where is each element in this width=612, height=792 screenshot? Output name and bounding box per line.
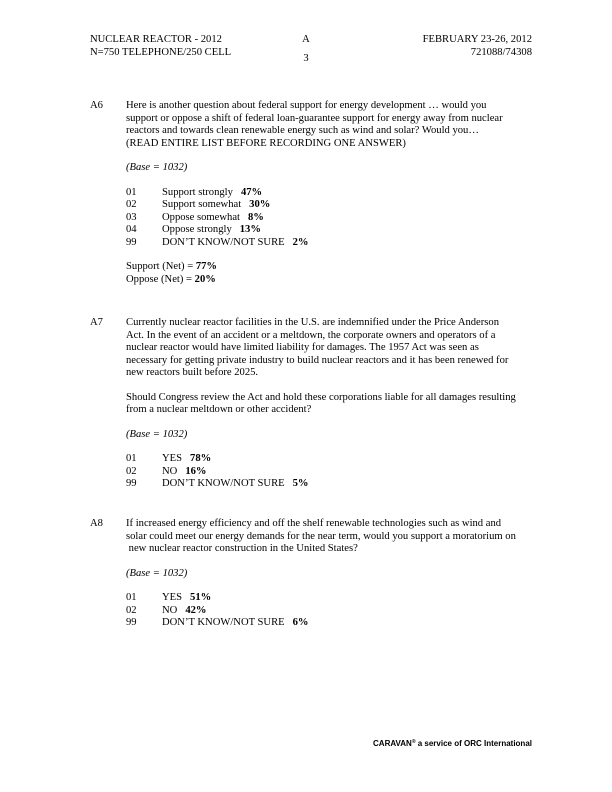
response-label: YES xyxy=(162,592,183,603)
response-row xyxy=(126,605,534,618)
response-row xyxy=(126,592,534,605)
interviewer-instruction: (READ ENTIRE LIST BEFORE RECORDING ONE ANSWER) xyxy=(126,137,406,149)
sample-size: N=750 TELEPHONE/250 CELL xyxy=(90,46,232,58)
survey-date: FEBRUARY 23-26, 2012 xyxy=(422,34,532,45)
response-label: Oppose somewhat xyxy=(162,211,240,223)
base-note: (Base = 1032) xyxy=(126,162,188,173)
net-label: Support (Net) = xyxy=(126,261,196,272)
response-row xyxy=(126,199,534,212)
response-row xyxy=(126,212,534,225)
response-code: 99 xyxy=(126,617,137,628)
response-row xyxy=(126,466,534,479)
response-row xyxy=(126,453,534,466)
page-number: 3 xyxy=(303,52,309,64)
question-number: A7 xyxy=(90,317,103,328)
response-list xyxy=(126,592,534,630)
net-row xyxy=(126,261,534,274)
response-percent: 6% xyxy=(292,617,309,628)
registered-mark: ® xyxy=(411,739,416,745)
base-note: (Base = 1032) xyxy=(126,567,188,579)
response-code: 02 xyxy=(126,199,137,210)
response-label: NO xyxy=(162,465,178,477)
question-text-line: new nuclear reactor construction in the United States? xyxy=(126,543,358,554)
response-row xyxy=(126,617,534,630)
net-row xyxy=(126,274,534,287)
response-percent: 16% xyxy=(185,465,207,477)
response-percent: 51% xyxy=(190,592,212,603)
response-code: 99 xyxy=(126,478,137,489)
question-a6 xyxy=(126,100,534,286)
question-text-line: Should Congress review the Act and hold these corporations liable for all damages resulting xyxy=(126,391,516,403)
question-text-line: reactors and towards clean renewable energy such as wind and solar? Would you… xyxy=(126,125,479,136)
response-list xyxy=(126,453,534,491)
response-percent: 8% xyxy=(247,211,264,223)
response-row xyxy=(126,237,534,250)
question-text-line: support or oppose a shift of federal loan-guarantee support for energy away from nuclear xyxy=(126,112,503,124)
question-number: A8 xyxy=(90,518,103,529)
job-number: 721088/74308 xyxy=(470,46,532,58)
response-code: 02 xyxy=(126,604,137,616)
response-code: 04 xyxy=(126,224,137,235)
base-note: (Base = 1032) xyxy=(126,428,188,440)
response-code: 99 xyxy=(126,236,137,248)
response-label: Support strongly xyxy=(162,186,233,198)
response-label: DON’T KNOW/NOT SURE xyxy=(162,617,285,628)
footer-brand xyxy=(373,738,532,751)
response-row xyxy=(126,478,534,491)
response-label: Support somewhat xyxy=(162,199,242,210)
brand-name: CARAVAN xyxy=(373,739,412,748)
response-percent: 5% xyxy=(292,478,309,489)
response-percent: 78% xyxy=(190,453,212,464)
response-code: 01 xyxy=(126,186,137,198)
response-percent: 30% xyxy=(249,199,271,210)
question-text-line: necessary for getting private industry to build nuclear reactors and it has been renewed for xyxy=(126,354,509,366)
response-row xyxy=(126,224,534,237)
question-a8 xyxy=(126,518,534,630)
question-text-line: Currently nuclear reactor facilities in the U.S. are indemnified under the Price Anderson xyxy=(126,317,500,328)
question-text-line: nuclear reactor would have limited liability for damages. The 1957 Act was seen as xyxy=(126,342,479,353)
section-letter: A xyxy=(302,34,310,45)
net-summary xyxy=(126,261,534,286)
question-prompt xyxy=(126,392,534,417)
response-label: NO xyxy=(162,604,178,616)
question-text-line: new reactors built before 2025. xyxy=(126,367,259,378)
question-text-line: from a nuclear meltdown or other accident? xyxy=(126,404,312,415)
question-text-line: Act. In the event of an accident or a meltdown, the corporate owners and operators of a xyxy=(126,329,496,341)
question-text-line: If increased energy efficiency and off the shelf renewable technologies such as wind and xyxy=(126,518,502,529)
net-value: 20% xyxy=(194,273,216,285)
response-label: DON’T KNOW/NOT SURE xyxy=(162,478,285,489)
response-code: 02 xyxy=(126,465,137,477)
response-percent: 2% xyxy=(292,236,309,248)
response-code: 03 xyxy=(126,211,137,223)
survey-title: NUCLEAR REACTOR - 2012 xyxy=(90,34,222,45)
question-number: A6 xyxy=(90,100,103,111)
response-code: 01 xyxy=(126,453,137,464)
response-percent: 13% xyxy=(239,224,261,235)
response-label: YES xyxy=(162,453,183,464)
question-a7 xyxy=(126,317,534,491)
response-percent: 47% xyxy=(240,186,263,198)
response-label: DON’T KNOW/NOT SURE xyxy=(162,236,285,248)
net-value: 77% xyxy=(195,261,218,272)
response-label: Oppose strongly xyxy=(162,224,232,235)
response-percent: 42% xyxy=(185,604,207,616)
question-text-line: Here is another question about federal support for energy development … would you xyxy=(126,100,487,111)
net-label: Oppose (Net) = xyxy=(126,273,195,285)
brand-tagline: a service of ORC International xyxy=(415,739,532,748)
header-right xyxy=(423,34,532,59)
response-list xyxy=(126,187,534,250)
response-row xyxy=(126,187,534,200)
response-code: 01 xyxy=(126,592,137,603)
question-text-line: solar could meet our energy demands for the near term, would you support a moratorium on xyxy=(126,530,516,542)
